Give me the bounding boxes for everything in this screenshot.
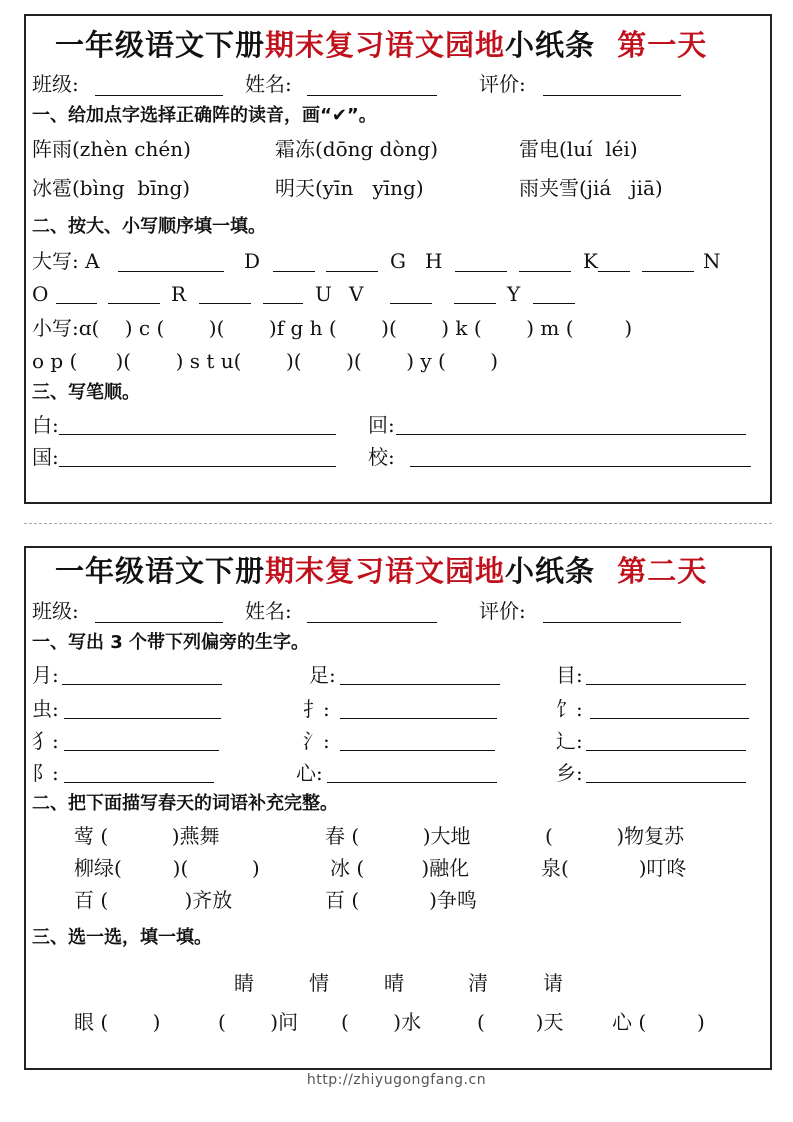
letter-blank[interactable] bbox=[454, 303, 496, 304]
letter-blank[interactable] bbox=[326, 271, 378, 272]
pinyin-choice[interactable]: 冰雹(bìng bīng) bbox=[32, 176, 191, 200]
radical-label: 乡: bbox=[556, 761, 583, 785]
fill-blank[interactable]: ( )问 bbox=[218, 1010, 299, 1034]
eval-label: 评价: bbox=[479, 72, 526, 96]
letter-blank[interactable] bbox=[533, 303, 575, 304]
name-field[interactable] bbox=[307, 622, 437, 623]
uppercase-letter: O bbox=[32, 282, 49, 306]
pinyin-choice[interactable]: 明天(yīn yīng) bbox=[275, 176, 424, 200]
radical-field[interactable] bbox=[64, 782, 214, 783]
radical-field[interactable] bbox=[340, 750, 495, 751]
section-3-heading: 三、选一选，填一填。 bbox=[32, 927, 212, 948]
lowercase-row[interactable]: o p ( )( ) s t u( )( )( ) y ( ) bbox=[32, 349, 499, 373]
letter-blank[interactable] bbox=[263, 303, 303, 304]
radical-label: 月: bbox=[32, 663, 59, 687]
fill-blank[interactable]: ( )水 bbox=[341, 1010, 422, 1034]
radical-field[interactable] bbox=[586, 782, 746, 783]
fill-blank[interactable]: 眼 ( ) bbox=[74, 1010, 161, 1034]
radical-field[interactable] bbox=[340, 718, 497, 719]
letter-blank[interactable] bbox=[390, 303, 432, 304]
pinyin-choice[interactable]: 霜冻(dōng dòng) bbox=[275, 137, 439, 161]
choice-char: 清 bbox=[468, 971, 488, 995]
choice-char: 晴 bbox=[384, 971, 404, 995]
radical-label: 目: bbox=[556, 663, 583, 687]
phrase-blank[interactable]: 莺 ( )燕舞 bbox=[74, 824, 220, 848]
letter-blank[interactable] bbox=[199, 303, 251, 304]
page-divider bbox=[24, 523, 772, 524]
stroke-order-field[interactable] bbox=[410, 466, 751, 467]
section-2-heading: 二、按大、小写顺序填一填。 bbox=[32, 216, 266, 237]
uppercase-letter: H bbox=[425, 249, 443, 273]
letter-blank[interactable] bbox=[56, 303, 97, 304]
uppercase-letter: V bbox=[349, 282, 364, 306]
letter-blank[interactable] bbox=[455, 271, 507, 272]
uppercase-letter: N bbox=[703, 249, 721, 273]
class-field[interactable] bbox=[95, 95, 223, 96]
stroke-char-label: 白: bbox=[32, 413, 59, 437]
lowercase-row[interactable]: 小写:ɑ( ) c ( )( )f g h ( )( ) k ( ) m ( ) bbox=[32, 316, 633, 340]
phrase-blank[interactable]: 冰 ( )融化 bbox=[330, 856, 470, 880]
radical-field[interactable] bbox=[64, 750, 219, 751]
pinyin-choice[interactable]: 雨夹雪(jiá jiā) bbox=[519, 176, 663, 200]
choice-char: 睛 bbox=[234, 971, 254, 995]
class-label: 班级: bbox=[32, 72, 79, 96]
letter-blank[interactable] bbox=[642, 271, 694, 272]
uppercase-label: 大写: A bbox=[32, 249, 100, 273]
uppercase-letter: K bbox=[583, 249, 598, 273]
radical-label: 氵: bbox=[303, 729, 330, 753]
phrase-blank[interactable]: 泉( )叮咚 bbox=[541, 856, 687, 880]
source-url[interactable]: http://zhiyugongfang.cn bbox=[306, 1072, 487, 1088]
uppercase-letter: Y bbox=[507, 282, 521, 306]
pinyin-choice[interactable]: 雷电(luí léi) bbox=[519, 137, 638, 161]
phrase-blank[interactable]: 柳绿( )( ) bbox=[74, 856, 260, 880]
radical-field[interactable] bbox=[62, 684, 222, 685]
fill-blank[interactable]: 心 ( ) bbox=[612, 1010, 705, 1034]
phrase-blank[interactable]: 百 ( )齐放 bbox=[74, 888, 233, 912]
letter-blank[interactable] bbox=[273, 271, 315, 272]
letter-blank[interactable] bbox=[108, 303, 160, 304]
stroke-order-field[interactable] bbox=[59, 434, 336, 435]
stroke-char-label: 校: bbox=[368, 445, 395, 469]
choice-char: 请 bbox=[543, 971, 563, 995]
name-label: 姓名: bbox=[245, 599, 292, 623]
name-label: 姓名: bbox=[245, 72, 292, 96]
section-2-heading: 二、把下面描写春天的词语补充完整。 bbox=[32, 793, 338, 814]
radical-label: 饣: bbox=[556, 697, 583, 721]
uppercase-letter: U bbox=[315, 282, 332, 306]
eval-label: 评价: bbox=[479, 599, 526, 623]
radical-field[interactable] bbox=[590, 718, 749, 719]
radical-label: 虫: bbox=[32, 697, 59, 721]
radical-label: 阝: bbox=[32, 761, 59, 785]
stroke-order-field[interactable] bbox=[396, 434, 746, 435]
radical-field[interactable] bbox=[64, 718, 221, 719]
name-field[interactable] bbox=[307, 95, 437, 96]
stroke-char-label: 回: bbox=[368, 413, 395, 437]
class-label: 班级: bbox=[32, 599, 79, 623]
phrase-blank[interactable]: ( )物复苏 bbox=[545, 824, 685, 848]
fill-blank[interactable]: ( )天 bbox=[477, 1010, 564, 1034]
radical-field[interactable] bbox=[327, 782, 497, 783]
radical-field[interactable] bbox=[586, 684, 746, 685]
uppercase-letter: R bbox=[171, 282, 187, 306]
pinyin-choice[interactable]: 阵雨(zhèn chén) bbox=[32, 137, 191, 161]
class-field[interactable] bbox=[95, 622, 223, 623]
radical-label: 犭: bbox=[32, 729, 59, 753]
radical-label: 辶: bbox=[556, 729, 583, 753]
stroke-order-field[interactable] bbox=[59, 466, 336, 467]
worksheet-title-day-2: 一年级语文下册期末复习语文园地小纸条 第二天 bbox=[55, 554, 708, 588]
radical-label: 心: bbox=[296, 761, 323, 785]
choice-char: 情 bbox=[309, 971, 329, 995]
radical-field[interactable] bbox=[586, 750, 746, 751]
phrase-blank[interactable]: 春 ( )大地 bbox=[325, 824, 471, 848]
eval-field[interactable] bbox=[543, 622, 681, 623]
section-3-heading: 三、写笔顺。 bbox=[32, 382, 140, 403]
section-1-heading: 一、写出 3 个带下列偏旁的生字。 bbox=[32, 632, 310, 653]
uppercase-letter: G bbox=[390, 249, 406, 273]
letter-blank[interactable] bbox=[598, 271, 630, 272]
radical-label: 扌: bbox=[303, 697, 330, 721]
letter-blank[interactable] bbox=[519, 271, 571, 272]
eval-field[interactable] bbox=[543, 95, 681, 96]
section-1-heading: 一、给加点字选择正确阵的读音，画“✔”。 bbox=[32, 105, 377, 126]
stroke-char-label: 国: bbox=[32, 445, 59, 469]
phrase-blank[interactable]: 百 ( )争鸣 bbox=[325, 888, 477, 912]
worksheet-title-day-1: 一年级语文下册期末复习语文园地小纸条 第一天 bbox=[55, 28, 708, 62]
radical-field[interactable] bbox=[340, 684, 500, 685]
letter-blank[interactable] bbox=[118, 271, 224, 272]
radical-label: 足: bbox=[309, 663, 336, 687]
uppercase-letter: D bbox=[244, 249, 261, 273]
